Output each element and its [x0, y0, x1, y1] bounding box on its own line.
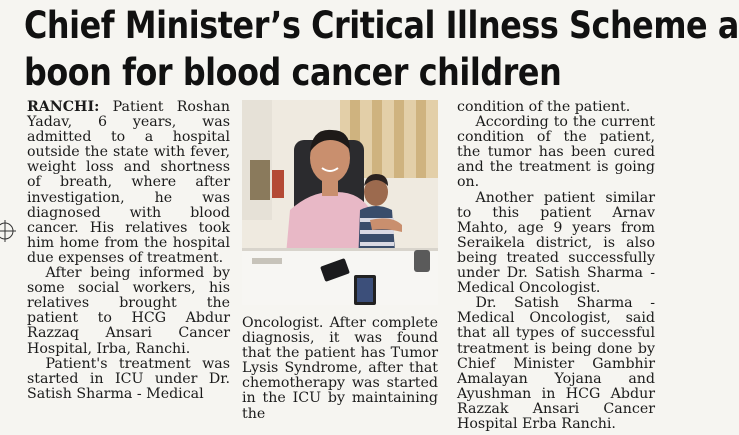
- paragraph: Dr. Satish Sharma - Medical Oncologist, said that all types of successful treatment is being done by Chief Minister Gambhir Amalayan Yojana and Ayushman in HCG Abdur Razzak Ansari Cancer Hospital Erba Ranchi.: [457, 295, 655, 432]
- paragraph: According to the current condition of the patient, the tumor has been cured and the treatment is going on.: [457, 114, 655, 191]
- dateline: RANCHI:: [27, 99, 100, 115]
- headline-line-1: Chief Minister’s Critical Illness Scheme a: [24, 4, 739, 47]
- article-column-1: [27, 100, 230, 402]
- paragraph-text: Patient Roshan Yadav, 6 years, was admitted to a hospital outside the state with fever, weight loss and shortness of breath, where after investigation, he was diagnosed with blood cancer. His relatives took him home from the hospital due expenses of treatment.: [27, 99, 230, 266]
- article-column-2: [242, 316, 438, 422]
- headline: [24, 2, 739, 96]
- article-photo: [242, 100, 438, 305]
- paragraph: Oncologist. After complete diagnosis, it was found that the patient has Tumor Lysis Syndrome, after that chemotherapy was started in the ICU by maintaining the: [242, 315, 438, 422]
- paragraph: Patient's treatment was started in ICU under Dr. Satish Sharma - Medical: [27, 355, 230, 402]
- headline-line-2: boon for blood cancer children: [24, 51, 562, 94]
- article-column-3: [457, 100, 655, 432]
- paragraph: [27, 100, 230, 266]
- registration-mark-icon: [0, 220, 16, 242]
- paragraph: condition of the patient.: [457, 99, 631, 115]
- paragraph: After being informed by some social workers, his relatives brought the patient to HCG Abdur Razzaq Ansari Cancer Hospital, Irba, Ranchi.: [27, 265, 230, 357]
- paragraph: Another patient similar to this patient Arnav Mahto, age 9 years from Seraikela district, is also being treated successfully under Dr. Satish Sharma - Medical Oncologist.: [457, 189, 655, 297]
- photo-doctor-with-child-icon: [242, 100, 438, 305]
